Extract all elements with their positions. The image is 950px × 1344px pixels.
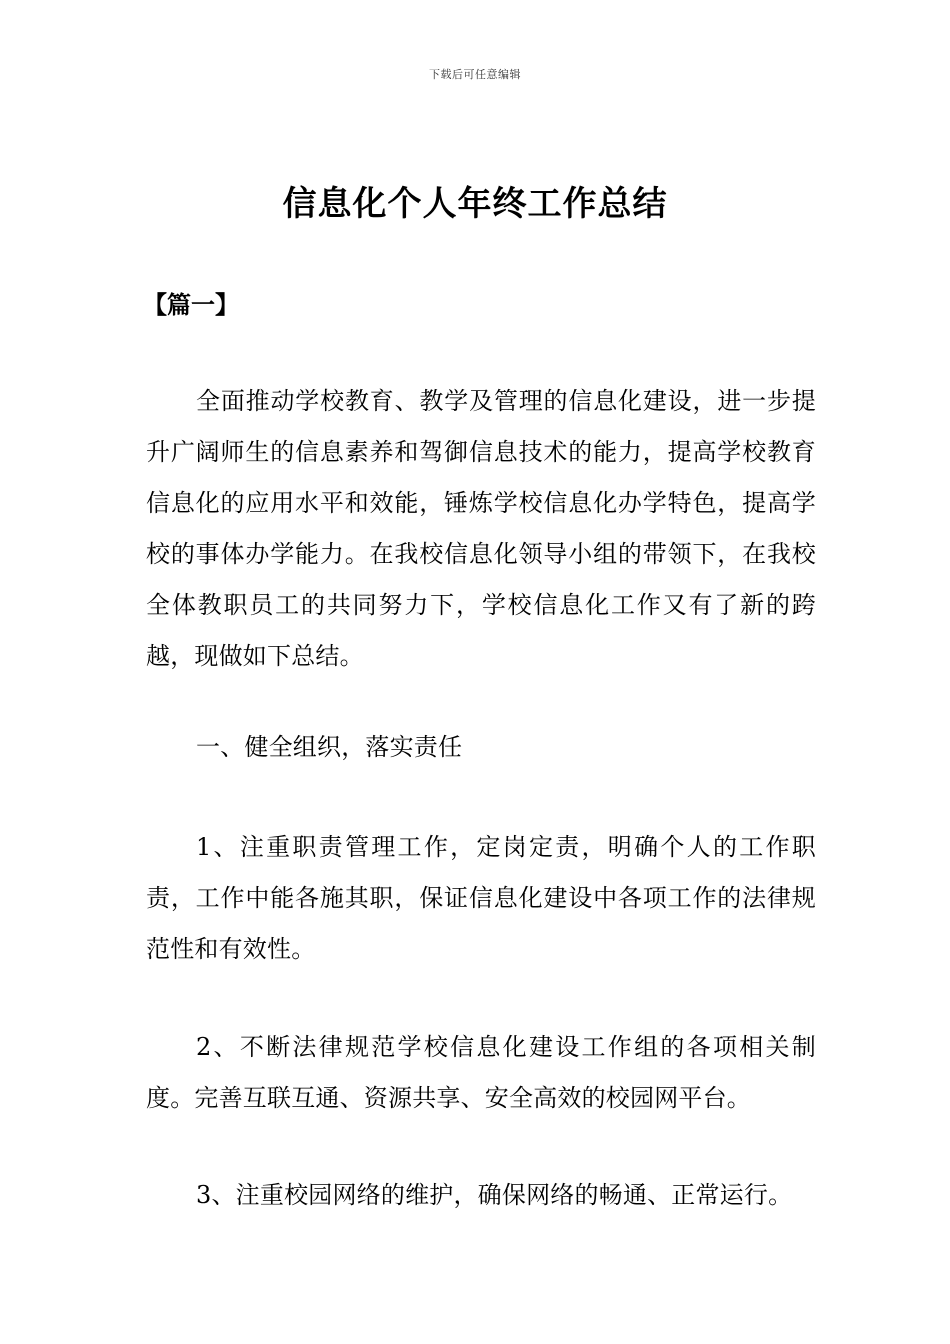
list-item-2: 2、不断法律规范学校信息化建设工作组的各项相关制度。完善互联互通、资源共享、安全高效的校园网平台。: [146, 1033, 816, 1112]
list-item-1: 1、注重职责管理工作，定岗定责，明确个人的工作职责，工作中能各施其职，保证信息化建设中各项工作的法律规范性和有效性。: [146, 833, 816, 963]
intro-paragraph: 全面推动学校教育、教学及管理的信息化建设，进一步提升广阔师生的信息素养和驾御信息技术的能力，提高学校教育信息化的应用水平和效能，锤炼学校信息化办学特色，提高学校的事体办学能力。在我校信息化领导小组的带领下，在我校全体教职员工的共同努力下，学校信息化工作又有了新的跨越，现做如下总结。: [146, 387, 816, 670]
section-heading-1: 一、健全组织，落实责任: [196, 733, 463, 761]
list-item-3: 3、注重校园网络的维护，确保网络的畅通、正常运行。: [196, 1181, 793, 1209]
section-label: 【篇一】: [143, 291, 239, 319]
header-note: 下载后可任意编辑: [429, 68, 521, 81]
document-title: 信息化个人年终工作总结: [282, 184, 668, 224]
